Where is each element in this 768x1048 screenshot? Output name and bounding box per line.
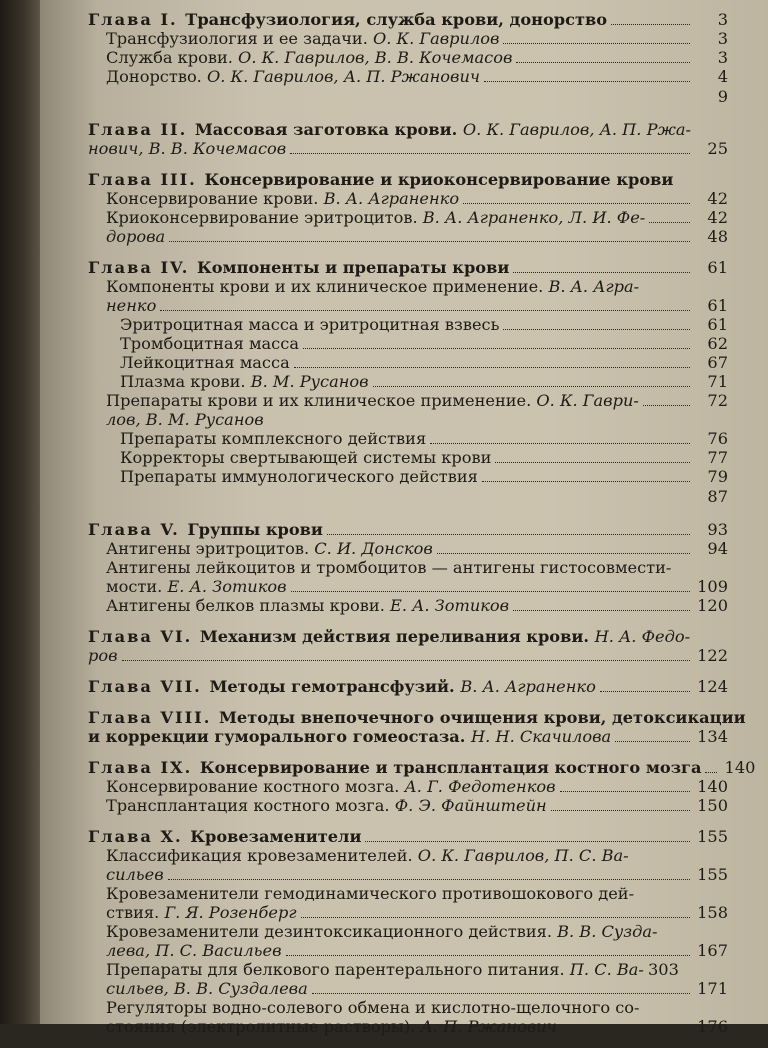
toc-page-number: 67 (707, 353, 728, 372)
toc-page-number: 9 (717, 87, 728, 106)
toc-page-number: 94 (707, 539, 728, 558)
leader-dots (294, 367, 690, 368)
toc-page-number: 76 (707, 429, 728, 448)
toc-entry-text (106, 796, 547, 815)
toc-subentry (88, 429, 728, 448)
entry-author: В. А. Аграненко (323, 189, 460, 208)
entry-title: Регуляторы водно-солевого обмена и кислотно-щелочного со- (106, 998, 640, 1017)
toc-entry (88, 998, 728, 1017)
entry-title: Тромбоцитная масса (120, 334, 299, 353)
toc-entry (88, 558, 728, 577)
chapter-label: Глава VIII. (88, 708, 219, 727)
entry-author: О. К. Гаври- (536, 391, 639, 410)
toc-chapter (88, 758, 756, 815)
entry-author: сильев, В. В. Суздалева (106, 979, 308, 998)
leader-dots (705, 772, 717, 773)
chapter-title: Методы гемотрансфузий. (209, 677, 461, 696)
leader-dots (303, 348, 690, 349)
toc-entry-text (106, 941, 282, 960)
toc-entry-text (106, 410, 264, 429)
toc-entry (88, 189, 728, 208)
entry-title: Препараты комплексного действия (120, 429, 427, 448)
toc-entry (88, 227, 728, 246)
toc-chapter (88, 120, 728, 158)
toc-entry-text (88, 10, 607, 29)
toc-entry (88, 29, 728, 48)
book-spine (0, 0, 40, 1024)
toc-page-number: 4 (717, 67, 728, 86)
entry-title: Антигены лейкоцитов и тромбоцитов — антигены гистосовмести- (106, 558, 672, 577)
toc-entry (88, 884, 728, 903)
toc-entry (88, 208, 728, 227)
toc-entry (88, 979, 728, 998)
entry-title: Препараты крови и их клиническое применение. (106, 391, 537, 410)
entry-author: лева, П. С. Васильев (106, 941, 282, 960)
toc-entry-text (106, 979, 308, 998)
chapter-heading (88, 758, 756, 777)
toc-page-number: 42 (707, 208, 728, 227)
entry-title: стояния (электролитные растворы). (106, 1017, 421, 1036)
chapter-author-cont: нович, В. В. Кочемасов (88, 139, 287, 158)
toc-entry-text (88, 627, 690, 646)
toc-entry (88, 48, 728, 67)
chapter-heading (88, 708, 746, 727)
entry-title: Эритроцитная масса и эритроцитная взвесь (120, 315, 500, 334)
toc-subentry (88, 372, 728, 391)
toc-chapter (88, 827, 728, 1036)
chapter-title: Консервирование и трансплантация костного мозга (199, 758, 702, 777)
leader-dots (516, 62, 690, 63)
toc-entry (88, 596, 728, 615)
chapter-heading (88, 10, 728, 29)
chapter-title: Методы внепочечного очищения крови, детоксикации (219, 708, 746, 727)
toc-page-number: 109 (697, 577, 728, 596)
entry-title: Консервирование костного мозга. (106, 777, 405, 796)
leader-dots (484, 81, 690, 82)
toc-chapter (88, 10, 728, 108)
entry-title: Криоконсервирование эритроцитов. (106, 208, 423, 227)
chapter-label: Глава III. (88, 170, 205, 189)
toc-chapter (88, 520, 728, 615)
toc-entry (88, 539, 728, 558)
leader-dots (561, 1031, 690, 1032)
toc-entry-text (106, 48, 512, 67)
toc-entry-text (106, 67, 480, 86)
toc-entry (88, 960, 728, 979)
entry-title: Трансплантация костного мозга. (106, 796, 395, 815)
toc-subentry (88, 315, 728, 334)
leader-dots (482, 481, 690, 482)
toc-entry-text (120, 372, 369, 391)
toc-page-number: 176 (697, 1017, 728, 1036)
toc-entry-text (106, 558, 671, 577)
entry-title: мости. (106, 577, 168, 596)
toc-entry-text (106, 884, 634, 903)
entry-author: В. А. Агра- (548, 277, 640, 296)
chapter-heading-cont (88, 727, 728, 746)
entry-author: лов, В. М. Русанов (106, 410, 264, 429)
toc-page-number: 71 (707, 372, 728, 391)
chapter-label: Глава VII. (88, 677, 210, 696)
toc-page-number: 3 (717, 10, 728, 29)
toc-page-number: 167 (697, 941, 728, 960)
leader-dots (615, 741, 690, 742)
chapter-title: Кровезаменители (190, 827, 362, 846)
toc-page-number: 3 (717, 48, 728, 67)
toc-entry-text (106, 998, 640, 1017)
leader-dots (122, 660, 690, 661)
toc-subentry (88, 467, 728, 486)
toc-entry (88, 410, 728, 429)
toc-entry (88, 391, 728, 410)
toc-page-number: 72 (707, 391, 728, 410)
entry-author: сильев (106, 865, 164, 884)
toc-page-number: 87 (707, 487, 728, 506)
leader-dots (160, 310, 690, 311)
chapter-title: Трансфузиология, служба крови, донорство (185, 10, 608, 29)
chapter-author: В. А. Аграненко (460, 677, 596, 696)
entry-title: Компоненты крови и их клиническое применение. (106, 277, 549, 296)
chapter-title: Механизм действия переливания крови. (199, 627, 595, 646)
entry-author: Г. Я. Розенберг (164, 903, 297, 922)
entry-author: О. К. Гаврилов (373, 29, 500, 48)
toc-entry (88, 296, 728, 315)
entry-title: Антигены эритроцитов. (106, 539, 315, 558)
toc-chapter (88, 258, 728, 508)
leader-dots (560, 791, 690, 792)
chapter-heading (88, 627, 728, 646)
chapter-heading (88, 258, 728, 277)
leader-dots (437, 553, 690, 554)
toc-entry-text (88, 727, 611, 746)
leader-dots (373, 386, 690, 387)
chapter-label: Глава II. (88, 120, 195, 139)
leader-dots (503, 329, 690, 330)
toc-page-number: 48 (707, 227, 728, 246)
leader-dots (643, 405, 690, 406)
toc-entry (88, 67, 728, 86)
toc-page-number: 124 (697, 677, 728, 696)
chapter-author-cont (88, 139, 728, 158)
page-number: 303 (648, 960, 679, 979)
chapter-label: Глава V. (88, 520, 188, 539)
entry-title: Трансфузиология и ее задачи. (106, 29, 373, 48)
toc-entry-text (120, 315, 499, 334)
entry-title: Служба крови. (106, 48, 239, 67)
toc-page-number: 171 (697, 979, 728, 998)
toc-entry (88, 577, 728, 596)
toc-page-number: 61 (707, 315, 728, 334)
toc-entry-text (106, 1017, 557, 1036)
leader-dots (611, 24, 690, 25)
entry-author: П. С. Ва- (569, 960, 644, 979)
chapter-label: Глава IX. (88, 758, 200, 777)
leader-dots (503, 43, 690, 44)
toc-page-number: 61 (707, 258, 728, 277)
toc-chapter (88, 708, 746, 746)
toc-entry (88, 277, 728, 296)
entry-title: Лейкоцитная масса (120, 353, 290, 372)
chapter-label: Глава X. (88, 827, 191, 846)
toc-entry-text (106, 189, 459, 208)
chapter-title: Консервирование и криоконсервирование крови (204, 170, 674, 189)
leader-dots (301, 917, 690, 918)
chapter-heading (88, 827, 728, 846)
toc-entry-text (106, 277, 639, 296)
toc-entry-text (120, 353, 290, 372)
toc-entry-text (88, 258, 509, 277)
leader-dots (327, 534, 690, 535)
entry-title: Препараты для белкового парентерального питания. (106, 960, 570, 979)
entry-title: Консервирование крови. (106, 189, 324, 208)
leader-dots (463, 203, 690, 204)
entry-author: О. К. Гаврилов, А. П. Ржанович (206, 67, 480, 86)
toc-page-number: 3 (717, 29, 728, 48)
entry-title: Корректоры свертывающей системы крови (120, 448, 492, 467)
toc-subentry (88, 353, 728, 372)
toc-entry-text (120, 467, 478, 486)
entry-title: Препараты иммунологического действия (120, 467, 478, 486)
toc-entry-text (120, 448, 491, 467)
entry-author: О. К. Гаврилов, В. В. Кочемасов (238, 48, 513, 67)
chapter-author: Н. А. Федо- (594, 627, 691, 646)
toc-subentry (88, 334, 728, 353)
toc-entry (88, 777, 728, 796)
toc-page-number: 140 (697, 777, 728, 796)
chapter-title: Группы крови (187, 520, 323, 539)
entry-title: Кровезаменители дезинтоксикационного действия. (106, 922, 558, 941)
toc-entry-text (106, 846, 629, 865)
toc-entry-text (106, 29, 499, 48)
toc-entry (88, 941, 728, 960)
chapter-heading (88, 120, 728, 139)
entry-author: В. А. Аграненко, Л. И. Фе- (422, 208, 646, 227)
chapter-heading (88, 170, 728, 189)
leader-dots (495, 462, 690, 463)
entry-author: А. П. Ржанович (420, 1017, 557, 1036)
toc-entry-text (106, 903, 297, 922)
toc-entry-text (88, 170, 673, 189)
toc-entry-text (88, 120, 691, 139)
leader-dots (430, 443, 690, 444)
leader-dots (291, 591, 690, 592)
toc-page-number: 42 (707, 189, 728, 208)
toc-page-number: 155 (697, 827, 728, 846)
entry-author: дорова (106, 227, 166, 246)
toc-page-number: 155 (697, 865, 728, 884)
entry-title: Донорство. (106, 67, 207, 86)
toc-entry-text (106, 960, 644, 979)
leader-dots (365, 841, 690, 842)
chapter-label: Глава VI. (88, 627, 200, 646)
toc-chapter (88, 170, 728, 246)
toc-entry (88, 922, 728, 941)
chapter-author-cont (88, 646, 728, 665)
toc-entry (88, 865, 728, 884)
toc-entry-text (106, 922, 657, 941)
entry-author: Е. А. Зотиков (167, 577, 287, 596)
entry-title: ствия. (106, 903, 165, 922)
book-page (40, 0, 768, 1036)
entry-author: Ф. Э. Файнштейн (394, 796, 547, 815)
entry-author: ненко (106, 296, 157, 315)
toc-page-number: 62 (707, 334, 728, 353)
toc-entry-text (106, 596, 509, 615)
toc-entry-text (106, 777, 556, 796)
toc-entry-text (106, 227, 165, 246)
toc-entry-text (106, 577, 287, 596)
toc-page-number: 140 (724, 758, 756, 777)
toc-entry (88, 846, 728, 865)
toc-entry-text (106, 391, 639, 410)
chapter-label: Глава IV. (88, 258, 198, 277)
toc-entry-text (88, 758, 701, 777)
leader-dots (168, 879, 690, 880)
toc-page-number: 79 (707, 467, 728, 486)
toc-chapter (88, 627, 728, 665)
entry-author: С. И. Донсков (314, 539, 433, 558)
leader-dots (551, 810, 690, 811)
entry-author: О. К. Гаврилов, П. С. Ва- (417, 846, 629, 865)
toc-page-number: 77 (707, 448, 728, 467)
toc-entry-text (88, 646, 118, 665)
chapter-heading (88, 677, 728, 696)
toc-entry-text (106, 865, 164, 884)
toc-entry (88, 1017, 728, 1036)
entry-title: Кровезаменители гемодинамического противошокового дей- (106, 884, 635, 903)
chapter-author: О. К. Гаврилов, А. П. Ржа- (462, 120, 691, 139)
toc-entry-text (88, 827, 361, 846)
entry-author: А. Г. Федотенков (404, 777, 556, 796)
toc-subentry (88, 448, 728, 467)
entry-author: Е. А. Зотиков (390, 596, 510, 615)
toc-page-number: 61 (707, 296, 728, 315)
toc-entry-text (106, 296, 156, 315)
toc-entry (88, 903, 728, 922)
chapter-heading (88, 520, 728, 539)
toc-chapter (88, 677, 728, 696)
leader-dots (169, 241, 690, 242)
table-of-contents (88, 10, 756, 1048)
toc-entry-text (120, 429, 426, 448)
toc-page-number: 134 (697, 727, 728, 746)
toc-page-number: 122 (697, 646, 728, 665)
leader-dots (513, 610, 690, 611)
toc-entry-text (88, 520, 323, 539)
leader-dots (312, 993, 690, 994)
chapter-title: Массовая заготовка крови. (194, 120, 463, 139)
chapter-title: Компоненты и препараты крови (197, 258, 510, 277)
chapter-label: Глава I. (88, 10, 186, 29)
toc-entry-text (106, 539, 433, 558)
toc-page-number: 120 (697, 596, 728, 615)
chapter-title-cont: и коррекции гуморального гомеостаза. (88, 727, 472, 746)
entry-author: В. В. Сузда- (557, 922, 658, 941)
chapter-author-cont: ров (88, 646, 118, 665)
leader-dots (649, 222, 690, 223)
entry-title: Классификация кровезаменителей. (106, 846, 418, 865)
toc-page-number: 158 (697, 903, 728, 922)
toc-entry-text (106, 208, 645, 227)
leader-dots (290, 153, 690, 154)
chapter-author: Н. Н. Скачилова (471, 727, 612, 746)
toc-entry (88, 796, 728, 815)
leader-dots (286, 955, 691, 956)
toc-page-number: 25 (707, 139, 728, 158)
toc-entry-text (88, 139, 286, 158)
entry-title: Антигены белков плазмы крови. (106, 596, 390, 615)
toc-entry-text (88, 708, 746, 727)
entry-author: В. М. Русанов (250, 372, 369, 391)
leader-dots (600, 691, 690, 692)
toc-entry-text (120, 334, 299, 353)
toc-entry-text (88, 677, 596, 696)
entry-title: Плазма крови. (120, 372, 251, 391)
toc-page-number: 150 (697, 796, 728, 815)
leader-dots (513, 272, 690, 273)
toc-page-number: 93 (707, 520, 728, 539)
